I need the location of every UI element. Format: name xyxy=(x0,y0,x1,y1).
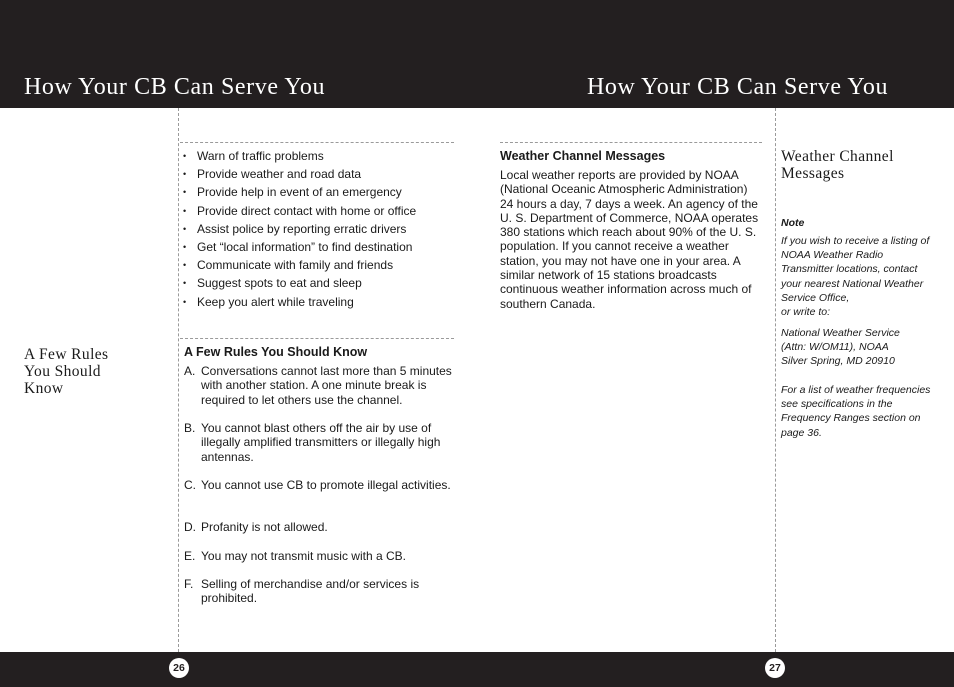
rule-letter: A. xyxy=(184,364,196,378)
list-item: • Warn of traffic problems xyxy=(183,148,416,166)
rule-item xyxy=(184,577,456,606)
rule-letter: D. xyxy=(184,520,196,534)
left-page-number: 26 xyxy=(169,658,189,678)
rules-side-title: A Few Rules You Should Know xyxy=(24,346,109,397)
rule-letter: F. xyxy=(184,577,194,591)
rules-heading: A Few Rules You Should Know xyxy=(184,345,368,359)
rule-item xyxy=(184,478,456,492)
list-item: • Communicate with family and friends xyxy=(183,257,416,275)
weather-top-rule xyxy=(500,142,762,143)
left-page-title: How Your CB Can Serve You xyxy=(24,74,326,100)
weather-heading: Weather Channel Messages xyxy=(500,149,666,163)
rules-top-rule xyxy=(180,338,454,339)
rule-text: You cannot blast others off the air by use of illegally amplified transmitters or illegally high antennas. xyxy=(201,421,441,464)
list-item: • Provide weather and road data xyxy=(183,166,416,184)
rule-letter: E. xyxy=(184,549,196,563)
weather-side-title: Weather Channel Messages xyxy=(781,148,894,182)
rule-item xyxy=(184,421,456,464)
rule-text: Selling of merchandise and/or services is prohibited. xyxy=(201,577,420,606)
list-item: • Assist police by reporting erratic drivers xyxy=(183,221,416,239)
note-heading: Note xyxy=(781,217,805,229)
right-column-divider xyxy=(775,108,776,652)
rule-text: You may not transmit music with a CB. xyxy=(201,549,406,563)
rule-item xyxy=(184,549,456,563)
list-item: • Provide direct contact with home or office xyxy=(183,203,416,221)
list-item: • Get “local information” to find destination xyxy=(183,239,416,257)
rule-text: Profanity is not allowed. xyxy=(201,520,328,534)
rule-text: You cannot use CB to promote illegal activities. xyxy=(201,478,451,492)
left-column-divider xyxy=(178,108,179,652)
mailing-address: National Weather Service (Attn: W/OM11), NOAA Silver Spring, MD 20910 xyxy=(781,327,900,368)
weather-body-text: Local weather reports are provided by NOAA (National Oceanic Atmospheric Administration) 24 hours a day, 7 days a week. An agency of the U. S. Department of Commerce, NOAA operates 380 stations which reach about 90% of the U. S. population. If you cannot receive a weather station, you may not have one in your area. A similar network of 15 stations broadcasts continuous weather information across much of southern Canada. xyxy=(500,168,759,311)
right-page-number: 27 xyxy=(765,658,785,678)
footer-bar xyxy=(0,652,954,687)
right-page-title: How Your CB Can Serve You xyxy=(587,74,889,100)
note-text: If you wish to receive a listing of NOAA Weather Radio Transmitter locations, contact your nearest National Weather Service Office, or write to: xyxy=(781,235,930,319)
rule-text: Conversations cannot last more than 5 minutes with another station. A one minute break is required to let others use the channel. xyxy=(201,364,452,407)
cb-features-list xyxy=(183,148,416,312)
rule-item xyxy=(184,364,456,407)
features-top-rule xyxy=(180,142,454,143)
list-item: • Suggest spots to eat and sleep xyxy=(183,275,416,293)
frequency-note: For a list of weather frequencies see specifications in the Frequency Ranges section on page 36. xyxy=(781,384,931,439)
rule-letter: B. xyxy=(184,421,196,435)
list-item: • Keep you alert while traveling xyxy=(183,294,416,312)
rule-letter: C. xyxy=(184,478,196,492)
rule-item xyxy=(184,520,456,534)
list-item: • Provide help in event of an emergency xyxy=(183,184,416,202)
